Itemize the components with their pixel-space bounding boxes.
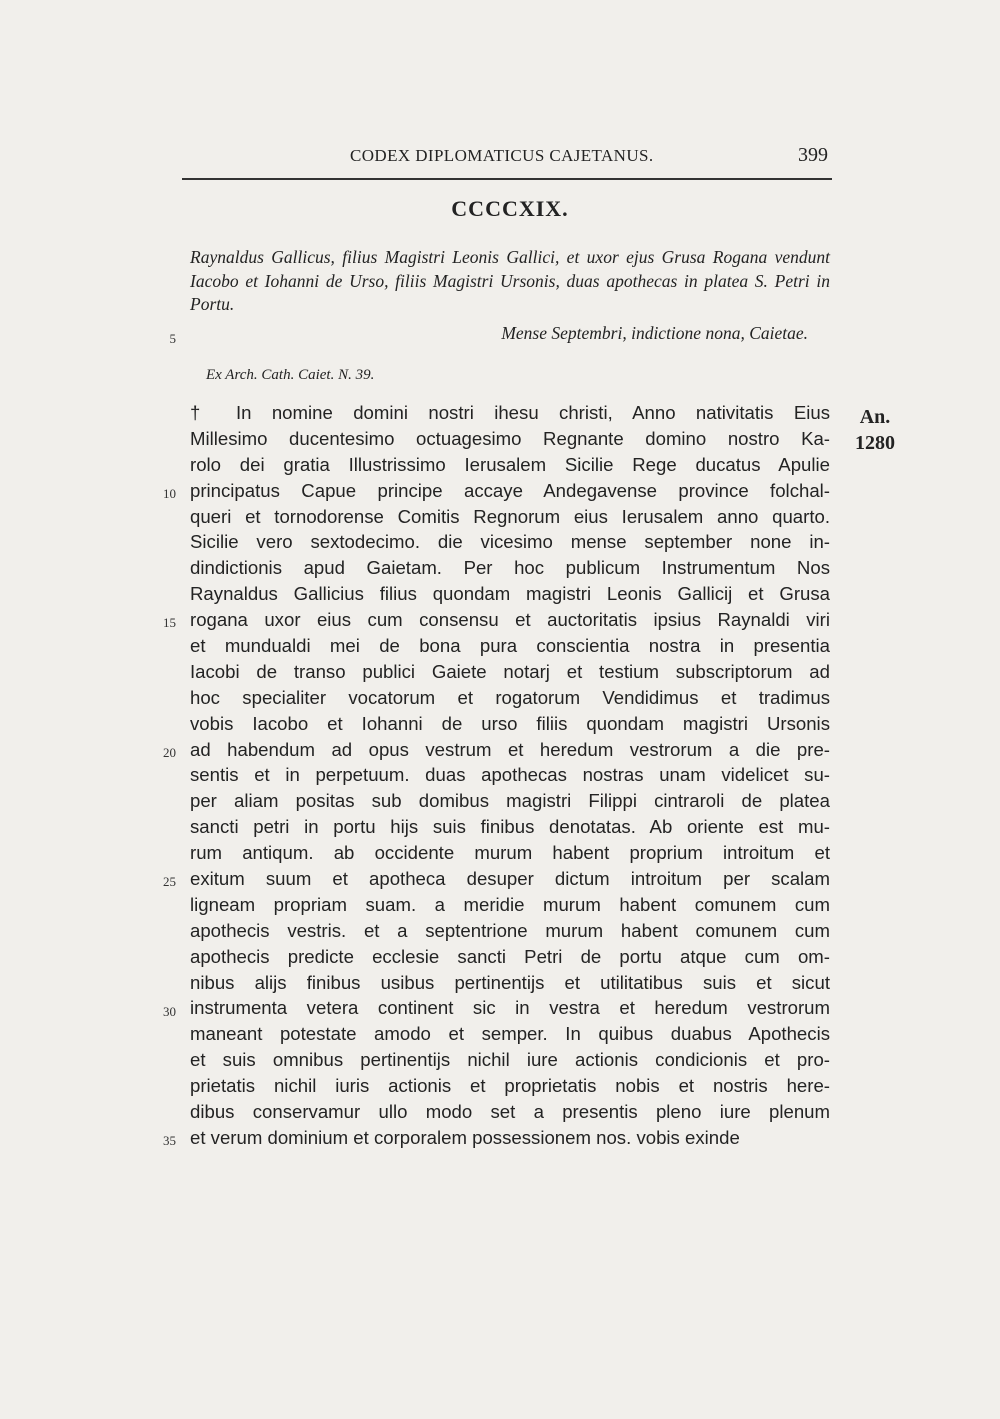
text-line: nibus alijs finibus usibus pertinentijs et utilitatibus suis et sicut bbox=[190, 971, 830, 993]
header-rule bbox=[182, 178, 832, 180]
document-date: Mense Septembri, indictione nona, Caietae. bbox=[501, 323, 808, 343]
archive-source: Ex Arch. Cath. Caiet. N. 39. bbox=[206, 367, 375, 383]
text-line: rolo dei gratia Illustrissimo Ierusalem Sicilie Rege ducatus Apulie bbox=[190, 453, 830, 475]
text-line: prietatis nichil iuris actionis et proprietatis nobis et nostris here- bbox=[190, 1075, 830, 1097]
line-number: 20 bbox=[163, 744, 176, 760]
text-line: Millesimo ducentesimo octuagesimo Regnante domino nostro Ka- bbox=[190, 427, 830, 449]
text-line: et suis omnibus pertinentijs nichil iure actionis condicionis et pro- bbox=[190, 1049, 830, 1071]
line-number: 10 bbox=[163, 485, 176, 501]
text-line: sancti petri in portu hijs suis finibus denotatas. Ab oriente est mu- bbox=[190, 816, 830, 838]
text-line: et verum dominium et corporalem possessionem nos. vobis exinde bbox=[190, 1126, 740, 1148]
text-line: † In nomine domini nostri ihesu christi, Anno nativitatis Eius bbox=[190, 402, 830, 423]
text-line: sentis et in perpetuum. duas apothecas nostras unam videlicet su- bbox=[190, 764, 830, 786]
line-number: 5 bbox=[169, 331, 176, 346]
text-line: Iacobi de transo publici Gaiete notarj et testium subscriptorum ad bbox=[190, 660, 830, 682]
charter-text bbox=[190, 400, 830, 1151]
text-line: ligneam propriam suam. a meridie murum habent comunem cum bbox=[190, 893, 830, 915]
text-line: maneant potestate amodo et semper. In quibus duabus Apothecis bbox=[190, 1023, 830, 1045]
text-line: rum antiqum. ab occidente murum habent proprium introitum et bbox=[190, 842, 830, 864]
text-line: ad habendum ad opus vestrum et heredum vestrorum a die pre- bbox=[190, 738, 830, 760]
text-line: et mundualdi mei de bona pura conscientia nostra in presentia bbox=[190, 635, 830, 657]
line-number: 15 bbox=[163, 615, 176, 631]
text-line: dibus conservamur ullo modo set a presentis pleno iure plenum bbox=[190, 1101, 830, 1123]
running-title: CODEX DIPLOMATICUS CAJETANUS. bbox=[350, 146, 654, 165]
text-line: Sicilie vero sextodecimo. die vicesimo mense september none in- bbox=[190, 531, 830, 553]
text-line: per aliam positas sub domibus magistri Filippi cintraroli de platea bbox=[190, 790, 830, 812]
text-line: principatus Capue principe accaye Andegavense province folchal- bbox=[190, 479, 830, 501]
text-line: instrumenta vetera continent sic in vestra et heredum vestrorum bbox=[190, 997, 830, 1019]
line-number: 25 bbox=[163, 874, 176, 890]
document-summary: Raynaldus Gallicus, filius Magistri Leonis Gallici, et uxor ejus Grusa Rogana vendunt Iacobo et Iohanni de Urso, filiis Magistri Ursonis, duas apothecas in platea S. Petri in Portu. bbox=[190, 247, 830, 314]
text-line: apothecis predicte ecclesie sancti Petri de portu atque cum om- bbox=[190, 945, 830, 967]
text-line: Raynaldus Gallicius filius quondam magistri Leonis Gallicij et Grusa bbox=[190, 583, 830, 605]
text-line: dindictionis apud Gaietam. Per hoc publicum Instrumentum Nos bbox=[190, 557, 830, 579]
text-line: rogana uxor eius cum consensu et auctoritatis ipsius Raynaldi viri bbox=[190, 609, 830, 631]
margin-year-value: 1280 bbox=[855, 432, 895, 454]
page-number: 399 bbox=[798, 144, 828, 166]
text-line: apothecis vestris. et a septentrione murum habent comunem cum bbox=[190, 919, 830, 941]
text-line: hoc specialiter vocatorum et rogatorum Vendidimus et tradimus bbox=[190, 686, 830, 708]
text-line: exitum suum et apotheca desuper dictum introitum per scalam bbox=[190, 868, 830, 890]
line-number: 30 bbox=[163, 1003, 176, 1019]
document-number: CCCCXIX. bbox=[451, 196, 569, 221]
margin-year-label: An. bbox=[859, 406, 891, 428]
running-header bbox=[190, 142, 830, 172]
text-line: queri et tornodorense Comitis Regnorum eius Ierusalem anno quarto. bbox=[190, 505, 830, 527]
line-number: 35 bbox=[163, 1133, 176, 1149]
text-line: vobis Iacobo et Iohanni de urso filiis quondam magistri Ursonis bbox=[190, 712, 830, 734]
margin-year bbox=[840, 404, 910, 456]
